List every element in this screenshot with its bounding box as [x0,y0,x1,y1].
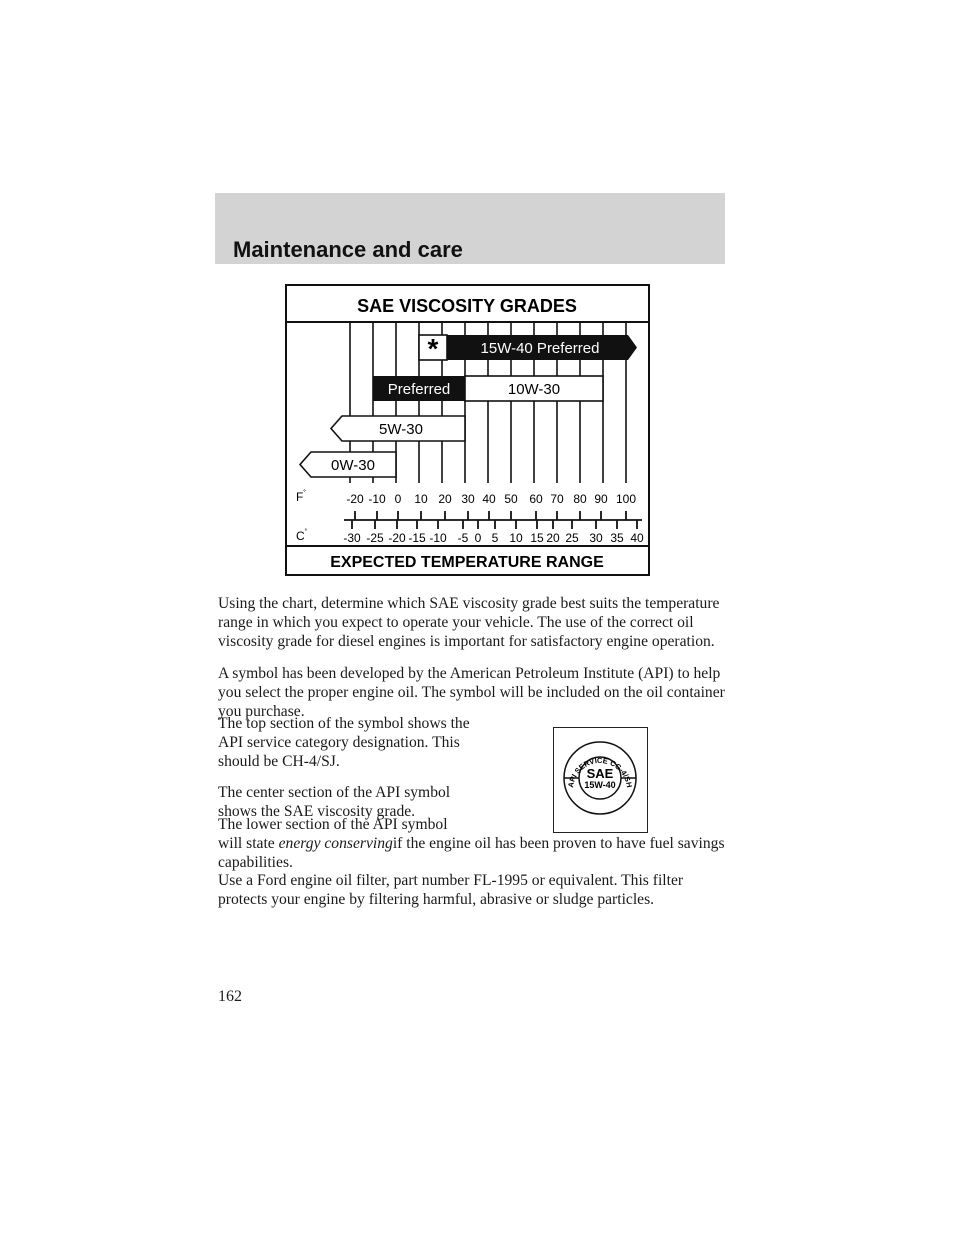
fahrenheit-tick-label: 100 [615,492,637,506]
celsius-tick-label: 0 [474,531,482,545]
celsius-tick-label: -10 [429,531,447,545]
paragraph-top-section: The top section of the symbol shows the API service category designation. This should be CH-4/SJ. [218,715,470,770]
celsius-tick-label: 30 [589,531,603,545]
fahrenheit-tick-label: 20 [438,492,452,506]
chart-title: SAE VISCOSITY GRADES [357,296,577,316]
celsius-tick-label: 25 [565,531,579,545]
celsius-tick-label: 40 [630,531,644,545]
fahrenheit-tick-label: 60 [529,492,543,506]
asterisk-mark: * [427,333,439,364]
page-number: 162 [218,988,242,1005]
api-sae-label: SAE [586,766,614,781]
celsius-tick-label: -15 [408,531,426,545]
celsius-tick-label: -5 [457,531,469,545]
fahrenheit-tick-label: 50 [504,492,518,506]
section-title: Maintenance and care [233,237,463,262]
fahrenheit-label: F˚ [296,489,307,504]
celsius-tick-label: -30 [343,531,361,545]
label-0w30: 0W-30 [331,457,375,474]
paragraph-chart-usage: Using the chart, determine which SAE viscosity grade best suits the temperature range in which you expect to operate your vehicle. The use of the correct oil viscosity grade for diesel engines is important for satisfactory engine operation. [218,595,720,650]
fahrenheit-tick-label: 90 [594,492,608,506]
fahrenheit-tick-label: 10 [414,492,428,506]
api-arc-text: API SERVICE CG-4/SH [566,755,634,789]
fahrenheit-tick-label: 0 [394,492,402,506]
api-grade-label: 15W-40 [584,780,616,790]
api-symbol-box [553,727,648,833]
chart-footer: EXPECTED TEMPERATURE RANGE [330,554,604,571]
label-preferred: Preferred [387,381,451,398]
paragraph-center-section: The center section of the API symbol shows the SAE viscosity grade. [218,784,451,820]
fahrenheit-tick-label: 30 [461,492,475,506]
label-5w30: 5W-30 [379,421,423,438]
fahrenheit-tick-label: 40 [482,492,496,506]
fahrenheit-tick-label: -10 [368,492,386,506]
celsius-tick-label: -20 [388,531,406,545]
fahrenheit-tick-label: 80 [573,492,587,506]
viscosity-chart [285,284,650,577]
celsius-tick-label: 5 [491,531,499,545]
celsius-tick-label: 15 [530,531,544,545]
celsius-tick-label: 35 [610,531,624,545]
section-header [215,193,725,264]
fahrenheit-tick-label: 70 [550,492,564,506]
celsius-tick-label: 10 [509,531,523,545]
label-15w40: 15W-40 Preferred [480,340,600,357]
celsius-tick-label: 20 [546,531,560,545]
celsius-label: C˚ [296,528,308,543]
label-10w30: 10W-30 [507,381,561,398]
paragraph-api-symbol: A symbol has been developed by the American Petroleum Institute (API) to help you select the proper engine oil. The symbol will be included on the oil container you purchase. [218,665,725,720]
celsius-tick-label: -25 [366,531,384,545]
paragraph-lower-section: The lower section of the API symbol will state energy conservingif the engine oil has been proven to have fuel savings capabilities. [218,816,725,871]
fahrenheit-tick-label: -20 [346,492,364,506]
paragraph-oil-filter: Use a Ford engine oil filter, part number FL-1995 or equivalent. This filter protects your engine by filtering harmful, abrasive or sludge particles. [218,872,684,908]
